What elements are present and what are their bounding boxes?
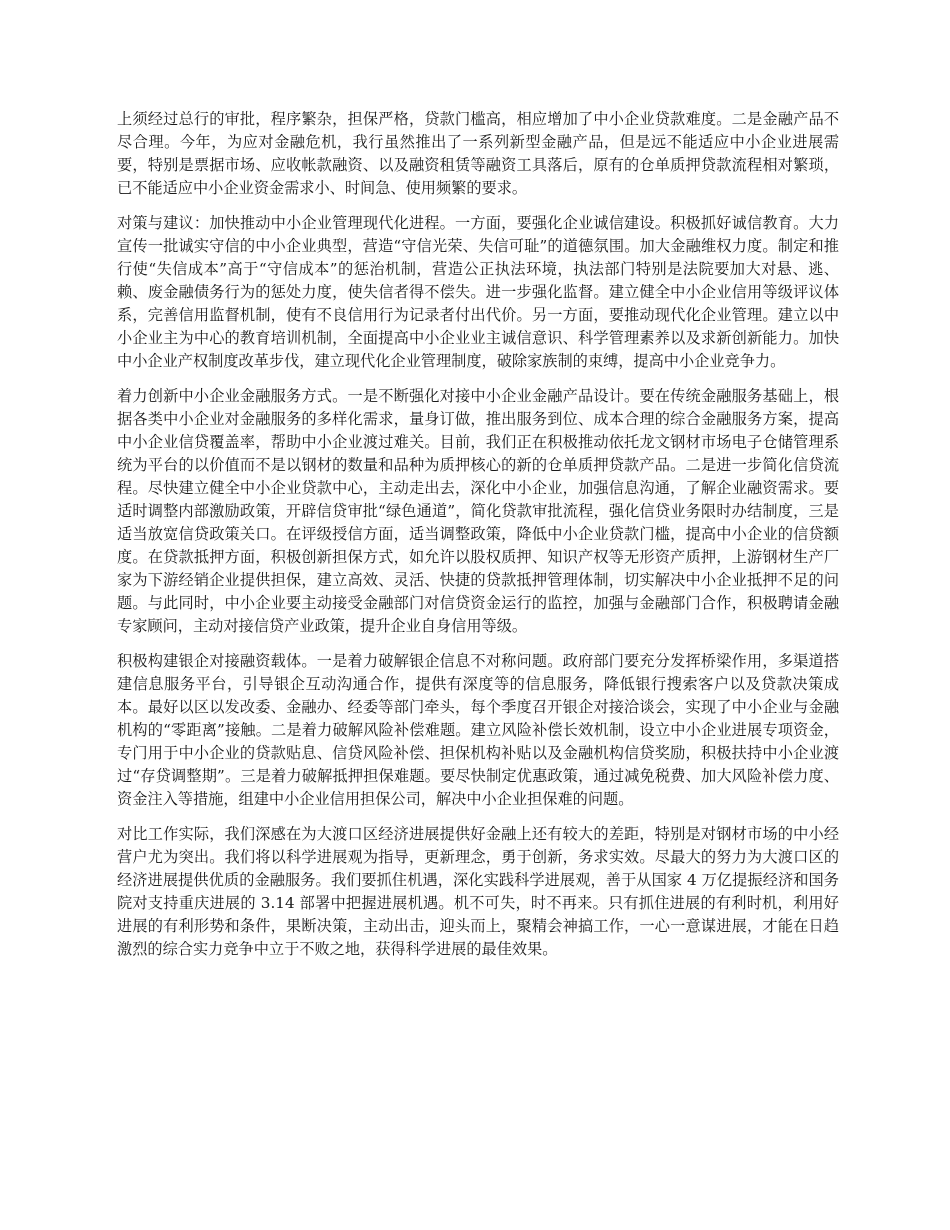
paragraph-financial-services: 着力创新中小企业金融服务方式。一是不断强化对接中小企业金融产品设计。要在传统金融服务基础上，根据各类中小企业对金融服务的多样化需求，量身订做，推出服务到位、成本合理的综合金融服务方案，提高中小企业信贷覆盖率，帮助中小企业渡过难关。目前，我们正在积极推动依托龙文钢材市场电子仓储管理系统为平台的以价值而不是以钢材的数量和品种为质押核心的新的仓单质押贷款产品。二是进一步简化信贷流程。尽快建立健全中小企业贷款中心，主动走出去，深化中小企业，加强信息沟通，了解企业融资需求。要适时调整内部激励政策，开辟信贷审批“绿色通道”，简化贷款审批流程，强化信贷业务限时办结制度，三是适当放宽信贷政策关口。在评级授信方面，适当调整政策，降低中小企业贷款门槛，提高中小企业的信贷额度。在贷款抵押方面，积极创新担保方式，如允许以股权质押、知识产权等无形资产质押，上游钢材生产厂家为下游经销企业提供担保，建立高效、灵活、快捷的贷款抵押管理体制，切实解决中小企业抵押不足的问题。与此同时，中小企业要主动接受金融部门对信贷资金运行的监控，加强与金融部门合作，积极聘请金融专家顾问，主动对接信贷产业政策，提升企业自身信用等级。: [117, 387, 839, 635]
paragraph-conclusion: 对比工作实际，我们深感在为大渡口区经济进展提供好金融上还有较大的差距，特别是对钢材市场的中小经营户尤为突出。我们将以科学进展观为指导，更新理念，勇于创新，务求实效。尽最大的努力为大渡口区的经济进展提供优质的金融服务。我们要抓住机遇，深化实践科学进展观，善于从国家 4 万亿提振经济和国务院对支持重庆进展的 3.14 部署中把握进展机遇。机不可失，时不再来。只有抓住进展的有利时机，利用好进展的有利形势和条件，果断决策，主动出击，迎头而上，聚精会神搞工作，一心一意谋进展，才能在日趋激烈的综合实力竞争中立于不败之地，获得科学进展的最佳效果。: [117, 825, 839, 958]
document-body: [117, 108, 839, 973]
paragraph-loan-difficulties: 上须经过总行的审批，程序繁杂，担保严格，贷款门槛高，相应增加了中小企业贷款难度。二是金融产品不尽合理。今年，为应对金融危机，我行虽然推出了一系列新型金融产品，但是远不能适应中小企业进展需要，特别是票据市场、应收帐款融资、以及融资租赁等融资工具落后，原有的仓单质押贷款流程相对繁琐，已不能适应中小企业资金需求小、时间急、使用频繁的要求。: [117, 110, 839, 197]
paragraph-countermeasures: 对策与建议：加快推动中小企业管理现代化进程。一方面，要强化企业诚信建设。积极抓好诚信教育。大力宣传一批诚实守信的中小企业典型，营造“守信光荣、失信可耻”的道德氛围。加大金融维权力度。制定和推行使“失信成本”高于“守信成本”的惩治机制，营造公正执法环境，执法部门特别是法院要加大对悬、逃、赖、废金融债务行为的惩处力度，使失信者得不偿失。进一步强化监督。建立健全中小企业信用等级评议体系，完善信用监督机制，使有不良信用行为记录者付出代价。另一方面，要推动现代化企业管理。建立以中小企业主为中心的教育培训机制，全面提高中小企业业主诚信意识、科学管理素养以及求新创新能力。加快中小企业产权制度改革步伐，建立现代化企业管理制度，破除家族制的束缚，提高中小企业竞争力。: [117, 214, 839, 370]
paragraph-bank-enterprise-platform: 积极构建银企对接融资载体。一是着力破解银企信息不对称问题。政府部门要充分发挥桥梁作用，多渠道搭建信息服务平台，引导银企互动沟通合作，提供有深度等的信息服务，降低银行搜索客户以及贷款决策成本。最好以区以发改委、金融办、经委等部门牵头，每个季度召开银企对接洽谈会，实现了中小企业与金融机构的“零距离”接触。二是着力破解风险补偿难题。建立风险补偿长效机制，设立中小企业进展专项资金，专门用于中小企业的贷款贴息、信贷风险补偿、担保机构补贴以及金融机构信贷奖励，积极扶持中小企业渡过“存贷调整期”。三是着力破解抵押担保难题。要尽快制定优惠政策，通过减免税费、加大风险补偿力度、资金注入等措施，组建中小企业信用担保公司，解决中小企业担保难的问题。: [117, 652, 839, 808]
